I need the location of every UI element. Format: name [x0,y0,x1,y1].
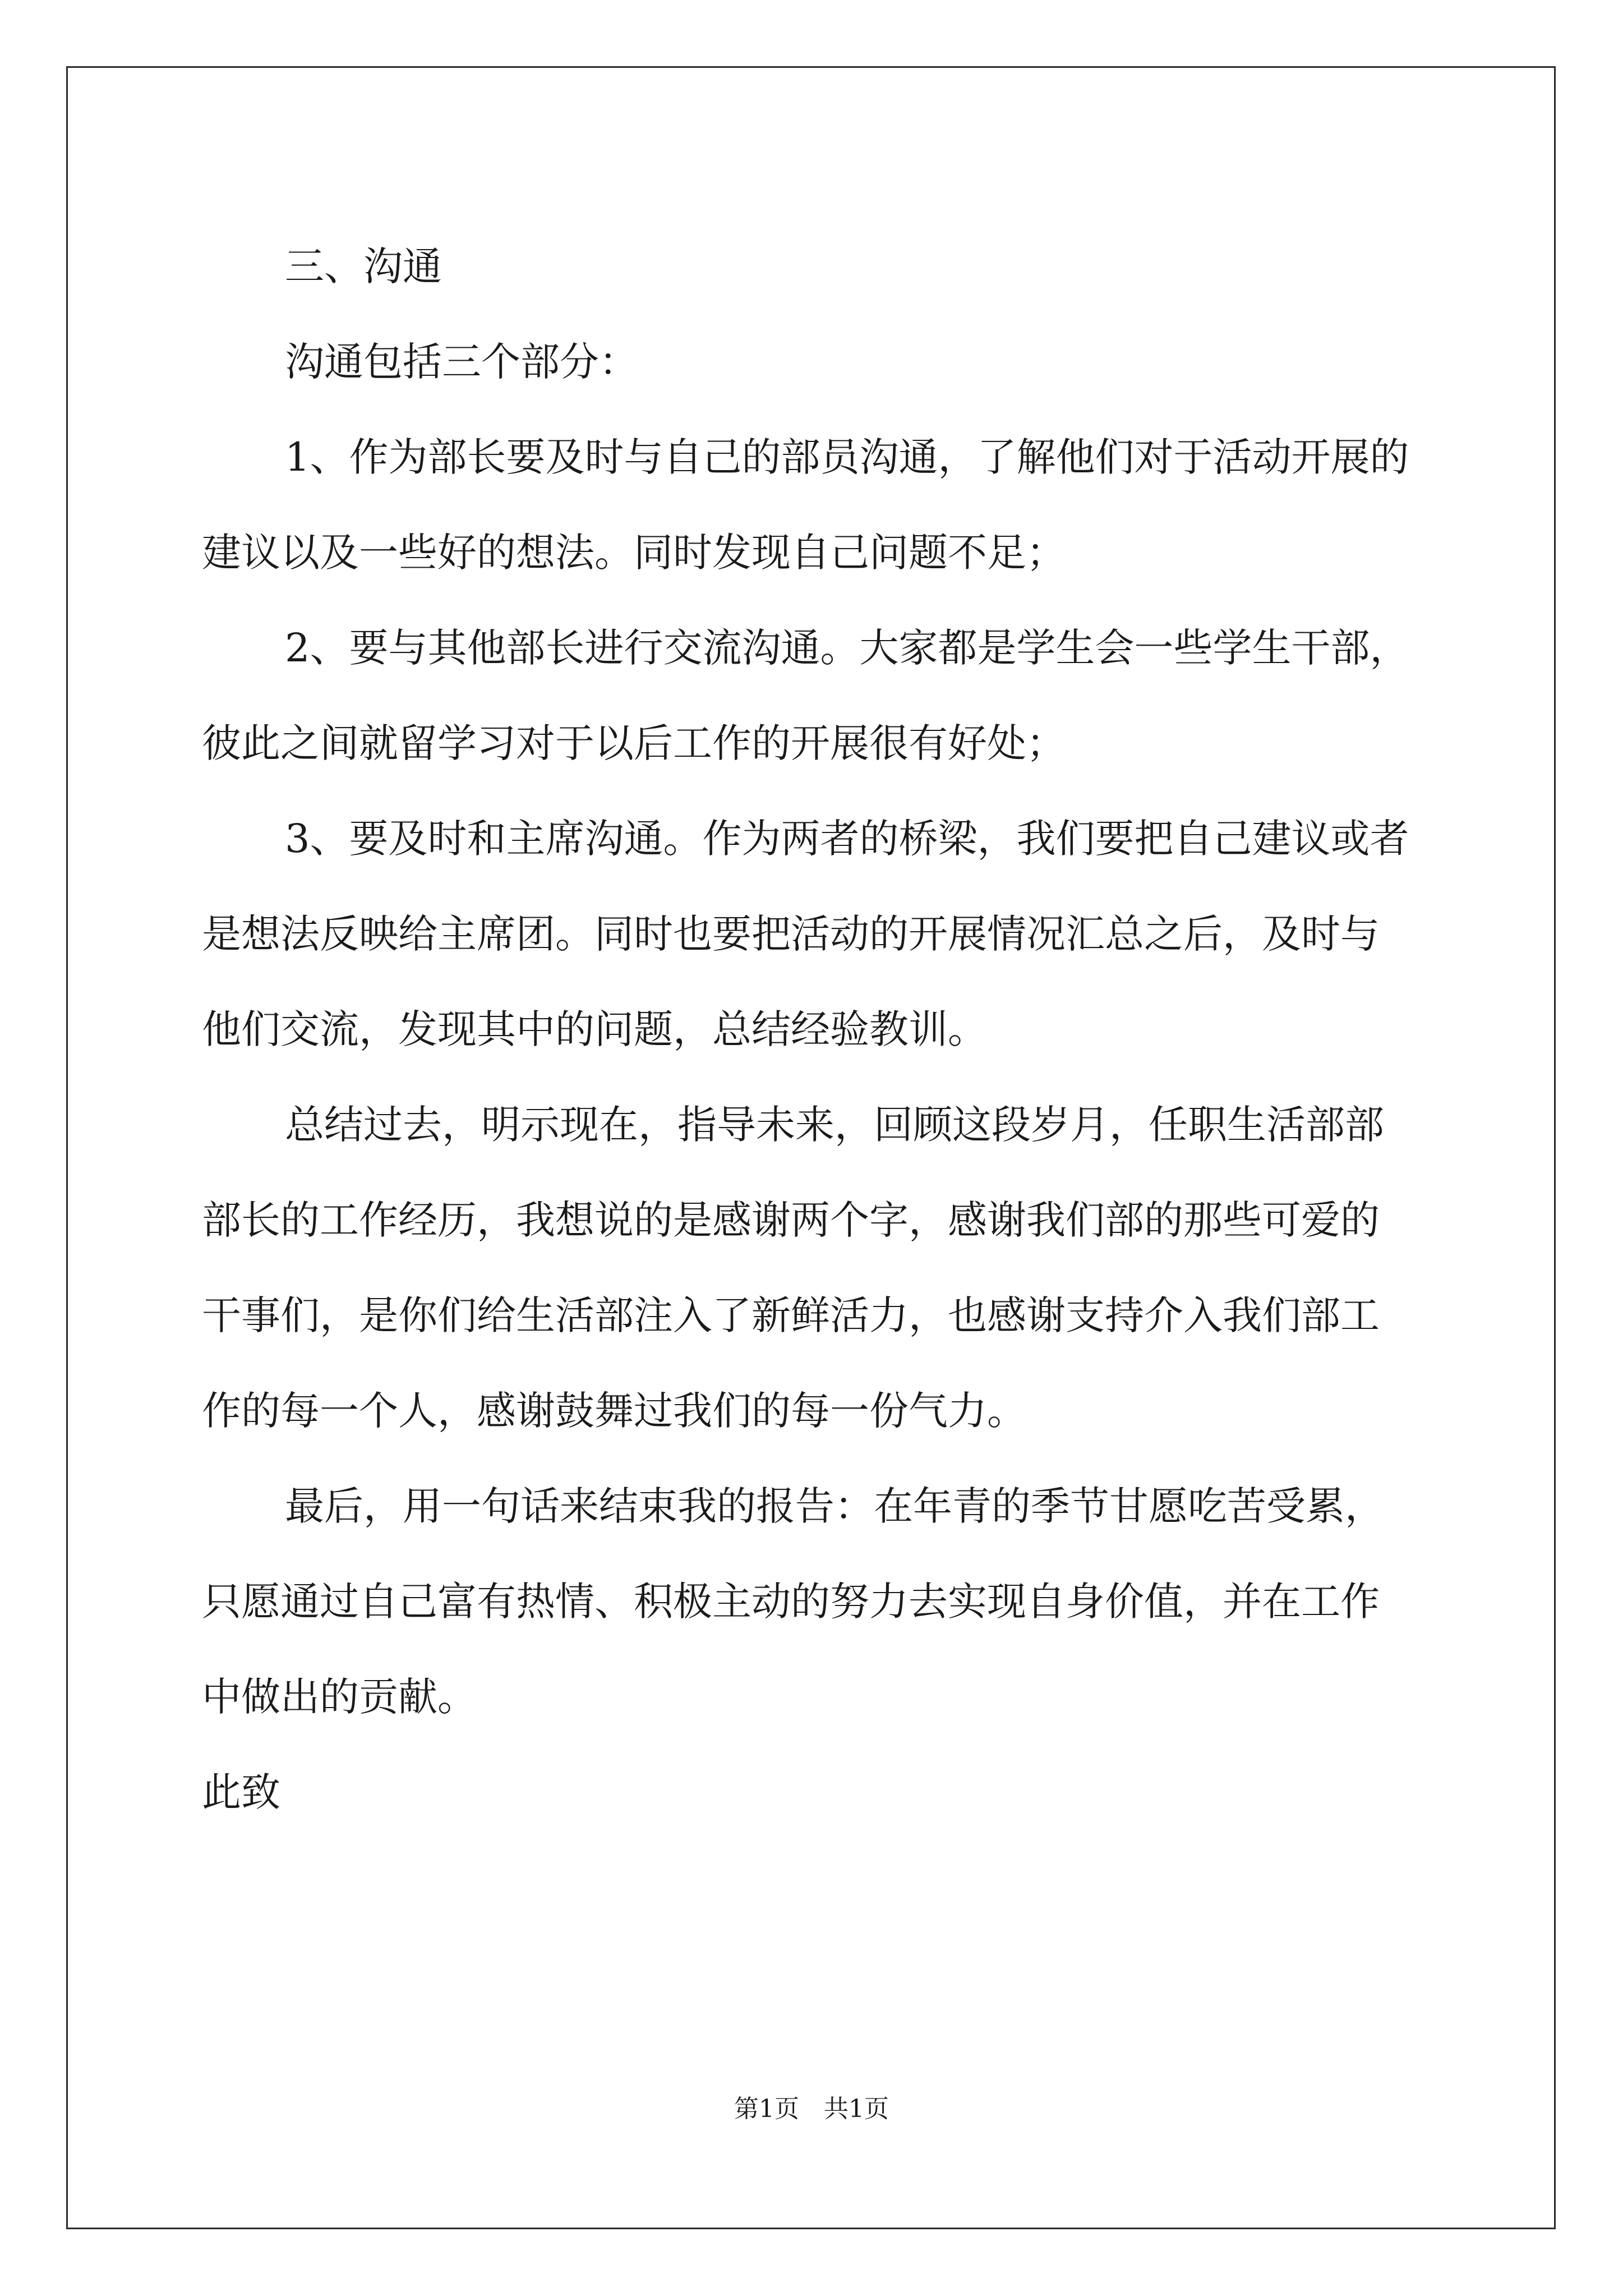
closing-salutation: 此致 [202,1769,280,1815]
paragraph-line: 干事们，是你们给生活部注入了新鲜活力，也感谢支持介入我们部工 [202,1292,1380,1338]
paragraph-line: 是想法反映给主席团。同时也要把活动的开展情况汇总之后，及时与 [202,911,1380,957]
paragraph-line: 1、作为部长要及时与自己的部员沟通，了解他们对于活动开展的 [285,434,1409,480]
paragraph-line: 总结过去，明示现在，指导未来，回顾这段岁月，任职生活部部 [285,1102,1384,1148]
paragraph-line: 最后，用一句话来结束我的报告：在年青的季节甘愿吃苦受累， [285,1483,1384,1529]
document-body [202,219,1436,1840]
paragraph-line: 建议以及一些好的想法。同时发现自己问题不足； [202,530,1066,576]
page-number: 第1页 共1页 [734,2095,889,2123]
paragraph-line: 中做出的贡献。 [202,1674,477,1720]
section-heading: 三、沟通 [285,243,442,289]
paragraph-line: 他们交流，发现其中的问题，总结经验教训。 [202,1006,987,1052]
paragraph-line: 作的每一个人，感谢鼓舞过我们的每一份气力。 [202,1388,1026,1434]
paragraph-line: 2、要与其他部长进行交流沟通。大家都是学生会一些学生干部， [285,625,1409,671]
paragraph-line: 3、要及时和主席沟通。作为两者的桥梁，我们要把自己建议或者 [285,816,1409,862]
paragraph-line: 彼此之间就留学习对于以后工作的开展很有好处； [202,720,1066,766]
paragraph-line: 只愿通过自己富有热情、积极主动的努力去实现自身价值，并在工作 [202,1579,1380,1625]
paragraph-line: 沟通包括三个部分： [285,339,638,385]
paragraph-line: 部长的工作经历，我想说的是感谢两个字，感谢我们部的那些可爱的 [202,1197,1380,1243]
